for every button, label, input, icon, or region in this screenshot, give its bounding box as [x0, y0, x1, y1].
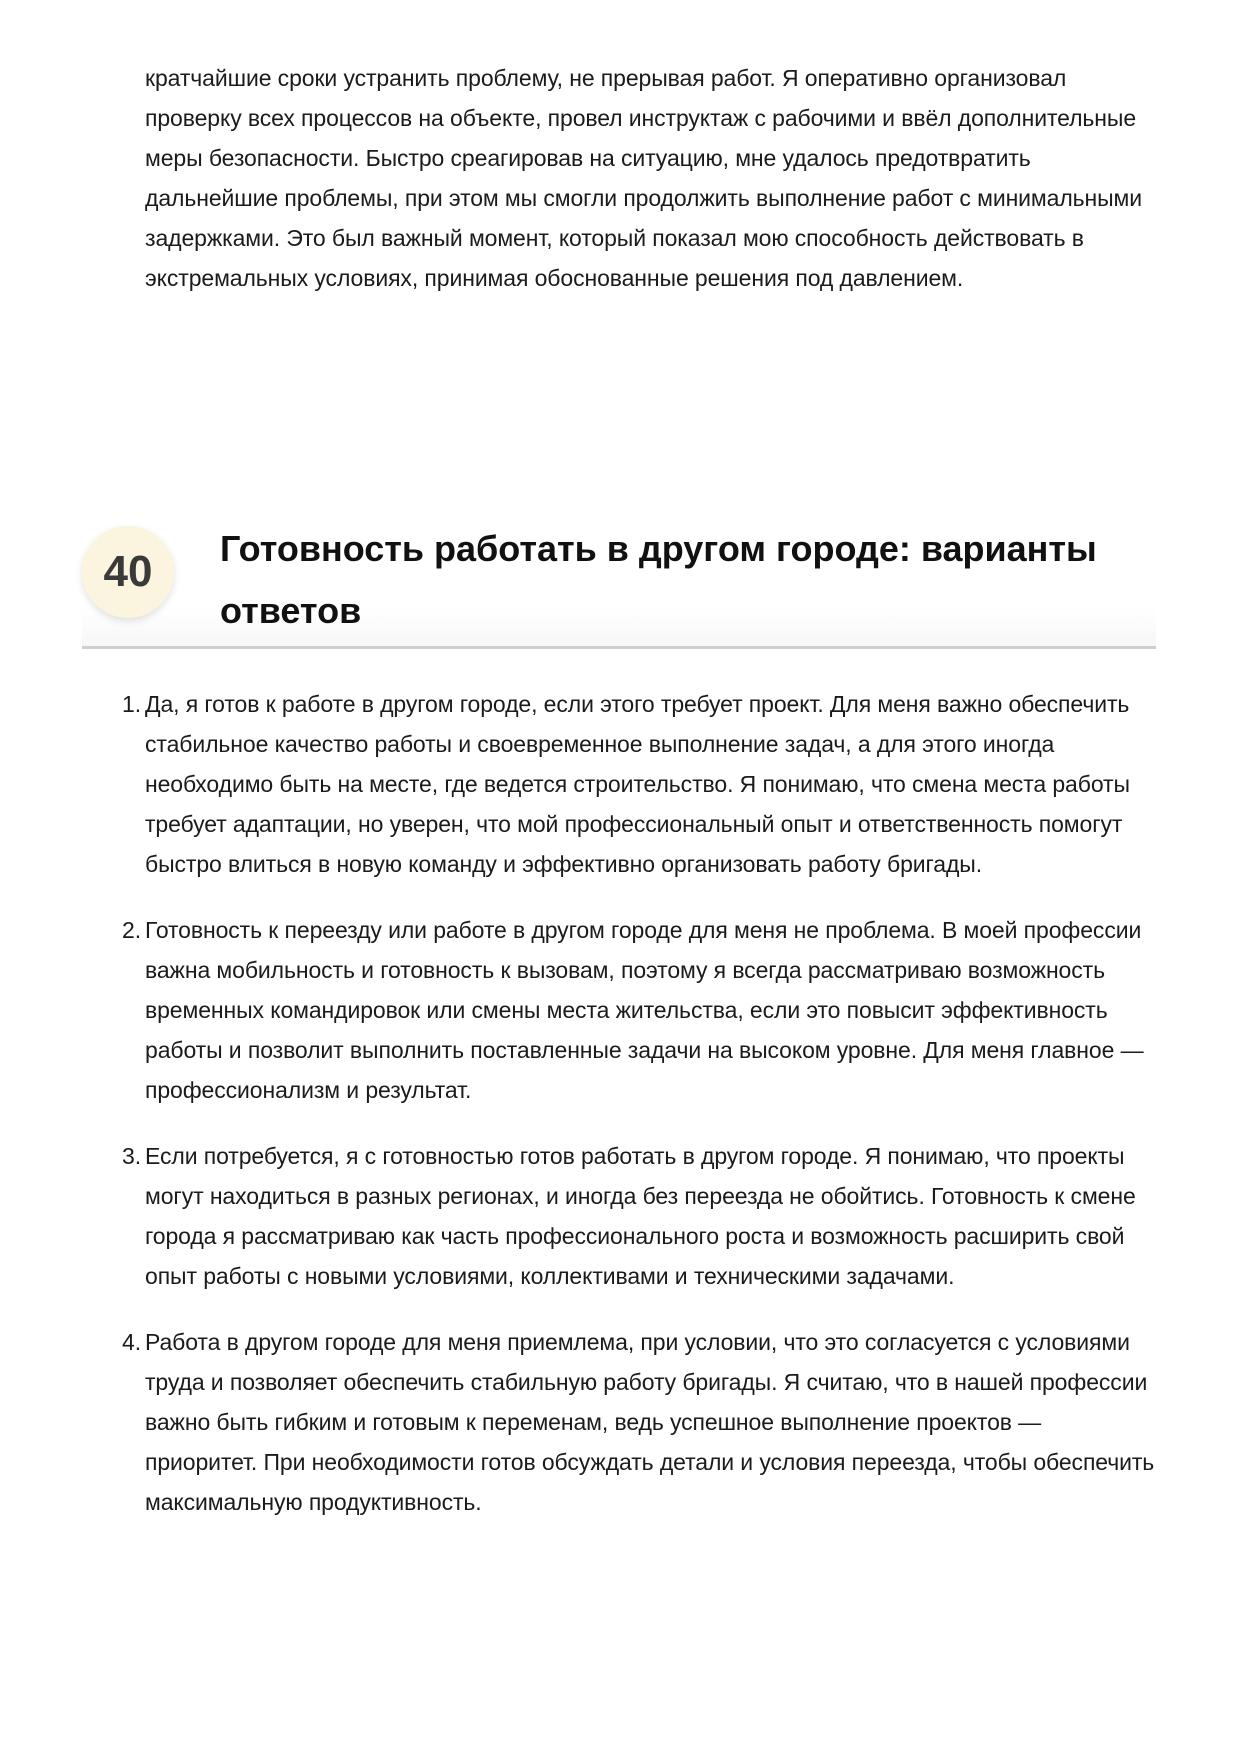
list-item-number: 1.	[122, 691, 141, 717]
section-title: Готовность работать в другом городе: варианты ответов	[220, 528, 1097, 631]
list-item-number: 3.	[122, 1143, 141, 1169]
list-item-number: 4.	[122, 1329, 141, 1355]
list-item-text: Да, я готов к работе в другом городе, если этого требует проект. Для меня важно обеспечить стабильное качество работы и своевременное выполнение задач, а для этого иногда необходимо быть на месте, где ведется строительство. Я понимаю, что смена места работы требует адаптации, но уверен, что мой профессиональный опыт и ответственность помогут быстро влиться в новую команду и эффективно организовать работу бригады.	[145, 691, 1130, 877]
list-item-text: Если потребуется, я с готовностью готов работать в другом городе. Я понимаю, что проекты могут находиться в разных регионах, и иногда без переезда не обойтись. Готовность к смене города я рассматриваю как часть профессионального роста и возможность расширить свой опыт работы с новыми условиями, коллективами и техническими задачами.	[145, 1143, 1136, 1289]
list-item-text: Готовность к переезду или работе в другом городе для меня не проблема. В моей профессии важна мобильность и готовность к вызовам, поэтому я всегда рассматриваю возможность временных командировок или смены места жительства, если это повысит эффективность работы и позволит выполнить поставленные задачи на высоком уровне. Для меня главное — профессионализм и результат.	[145, 917, 1144, 1103]
section-header	[82, 518, 1156, 649]
section-number-badge: 40	[82, 526, 174, 618]
list-item-number: 2.	[122, 917, 141, 943]
answers-list	[122, 684, 1157, 1548]
list-item	[122, 910, 1157, 1110]
intro-paragraph: кратчайшие сроки устранить проблему, не прерывая работ. Я оперативно организовал проверку всех процессов на объекте, провел инструктаж с рабочими и ввёл дополнительные меры безопасности. Быстро среагировав на ситуацию, мне удалось предотвратить дальнейшие проблемы, при этом мы смогли продолжить выполнение работ с минимальными задержками. Это был важный момент, который показал мою способность действовать в экстремальных условиях, принимая обоснованные решения под давлением.	[145, 65, 1143, 291]
list-item	[122, 1136, 1157, 1296]
list-item	[122, 684, 1157, 884]
list-item-text: Работа в другом городе для меня приемлема, при условии, что это согласуется с условиями труда и позволяет обеспечить стабильную работу бригады. Я считаю, что в нашей профессии важно быть гибким и готовым к переменам, ведь успешное выполнение проектов — приоритет. При необходимости готов обсуждать детали и условия переезда, чтобы обеспечить максимальную продуктивность.	[145, 1329, 1155, 1515]
list-item	[122, 1322, 1157, 1522]
